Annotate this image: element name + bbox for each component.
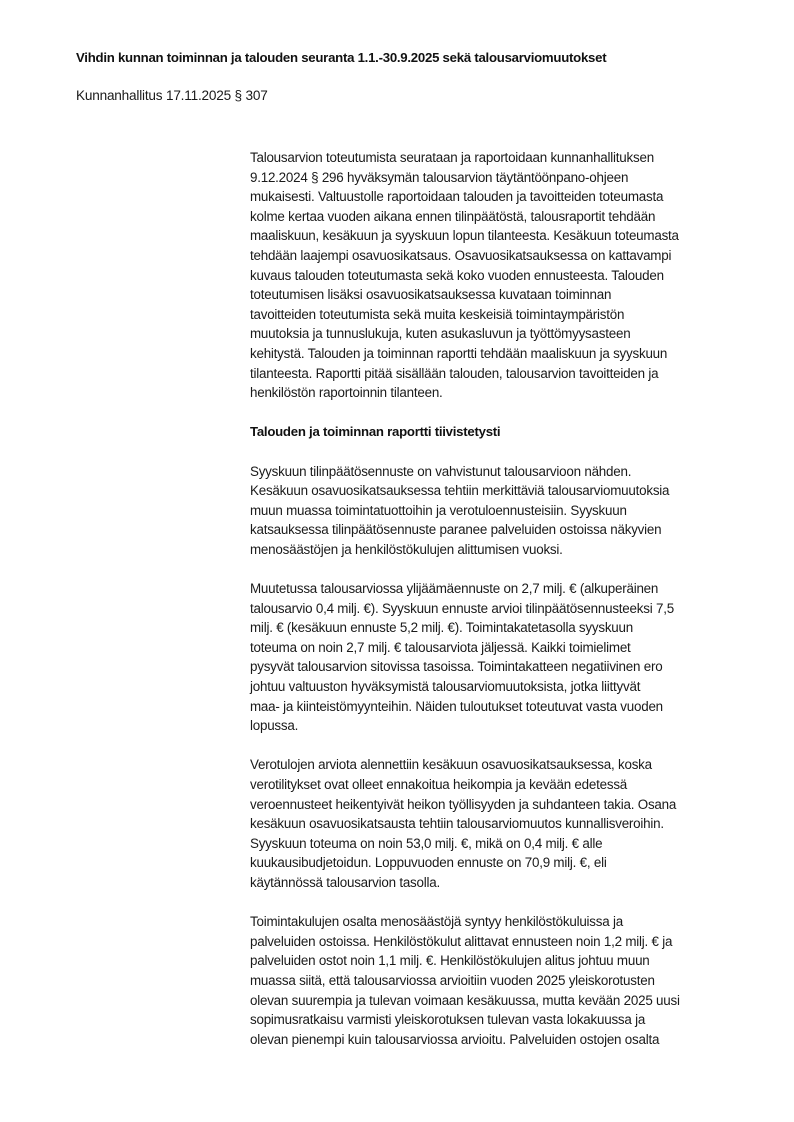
paragraph-operating-costs [250, 912, 750, 1049]
paragraph-surplus-forecast [250, 579, 750, 736]
paragraph-spacer [250, 559, 750, 579]
text-line: palveluiden ostot noin 1,1 milj. €. Henkilöstökulujen alitus johtuu muun [250, 953, 650, 969]
text-line: talousarvio 0,4 milj. €). Syyskuun ennuste arvioi tilinpäätösennusteeksi 7,5 [250, 600, 674, 616]
text-line: käytännössä talousarvion tasolla. [250, 874, 440, 890]
text-line: tehdään laajempi osavuosikatsaus. Osavuosikatsauksessa on kattavampi [250, 247, 672, 263]
text-line: olevan suurempia ja tulevan voimaan kesäkuussa, mutta kevään 2025 uusi [250, 992, 680, 1008]
text-line: Verotulojen arviota alennettiin kesäkuun osavuosikatsauksessa, koska [250, 757, 652, 773]
text-line: katsauksessa tilinpäätösennuste paranee palveluiden ostoissa näkyvien [250, 522, 662, 538]
text-line: Talousarvion toteutumista seurataan ja raportoidaan kunnanhallituksen [250, 150, 654, 165]
text-line: johtuu valtuuston hyväksymistä talousarviomuutoksista, jotka liittyvät [250, 679, 641, 695]
text-line: tilanteesta. Raportti pitää sisällään talouden, talousarvion tavoitteiden ja [250, 365, 659, 381]
text-line: olevan pienempi kuin talousarviossa arvioitu. Palveluiden ostojen osalta [250, 1031, 660, 1047]
text-line: kehitystä. Talouden ja toiminnan raportti tehdään maaliskuun ja syyskuun [250, 345, 668, 361]
paragraph-reporting-procedure [250, 148, 750, 403]
text-line: Muutetussa talousarviossa ylijäämäennuste on 2,7 milj. € (alkuperäinen [250, 581, 659, 597]
paragraph-spacer [250, 893, 750, 913]
text-line: kolme kertaa vuoden aikana ennen tilinpäätöstä, talousraportit tehdään [250, 208, 656, 224]
text-line: muutoksia ja tunnuslukuja, kuten asukasluvun ja työttömyysasteen [250, 326, 631, 342]
text-line: mukaisesti. Valtuustolle raportoidaan talouden ja tavoitteiden toteumasta [250, 189, 664, 205]
text-line: maaliskuun, kesäkuun ja syyskuun lopun tilanteesta. Kesäkuun toteumasta [250, 228, 679, 244]
paragraph-spacer [250, 442, 750, 462]
text-line: Syyskuun tilinpäätösennuste on vahvistunut talousarvioon nähden. [250, 463, 632, 479]
text-line: Syyskuun toteuma on noin 53,0 milj. €, mikä on 0,4 milj. € alle [250, 835, 603, 851]
section-heading-summary: Talouden ja toiminnan raportti tiivistetysti [250, 424, 501, 440]
text-line: kuvaus talouden toteutumasta sekä koko vuoden ennusteesta. Talouden [250, 267, 664, 283]
paragraph-forecast-overview [250, 462, 750, 560]
text-line: sopimusratkaisu varmisti yleiskorotuksen tulevan vasta lokakuussa ja [250, 1012, 646, 1028]
paragraph-spacer [250, 403, 750, 423]
text-line: kuukausibudjetoidun. Loppuvuoden ennuste on 70,9 milj. €, eli [250, 855, 607, 871]
text-line: toteutumisen lisäksi osavuosikatsauksessa kuvataan toiminnan [250, 287, 612, 303]
text-line: veroennusteet heikentyivät heikon työllisyyden ja suhdanteen takia. Osana [250, 796, 677, 812]
text-line: muassa siitä, että talousarviossa arvioitiin vuoden 2025 yleiskorotusten [250, 972, 655, 988]
text-line: henkilöstön raportoinnin tilanteen. [250, 385, 443, 401]
text-line: 9.12.2024 § 296 hyväksymän talousarvion täytäntöönpano-ohjeen [250, 169, 629, 185]
text-line: lopussa. [250, 718, 299, 734]
text-line: pysyvät talousarvion sitovissa tasoissa. Toimintakatteen negatiivinen ero [250, 659, 663, 675]
text-line: milj. € (kesäkuun ennuste 5,2 milj. €). Toimintakatetasolla syyskuun [250, 620, 633, 636]
text-line: Kesäkuun osavuosikatsauksessa tehtiin merkittäviä talousarviomuutoksia [250, 483, 670, 499]
paragraph-tax-revenue [250, 755, 750, 892]
paragraph-spacer [250, 736, 750, 756]
text-line: verotilitykset ovat olleet ennakoitua heikompia ja kevään edetessä [250, 777, 628, 792]
meeting-reference: Kunnanhallitus 17.11.2025 § 307 [76, 88, 268, 103]
text-line: kesäkuun osavuosikatsausta tehtiin talousarviomuutos kunnallisveroihin. [250, 816, 664, 832]
text-line: palveluiden ostoissa. Henkilöstökulut alittavat ennusteen noin 1,2 milj. € ja [250, 933, 673, 949]
text-line: tavoitteiden toteutumista sekä muita keskeisiä toimintaympäristön [250, 306, 625, 322]
text-line: maa- ja kiinteistömyynteihin. Näiden tuloutukset toteutuvat vasta vuoden [250, 698, 663, 714]
text-line: toteuma on noin 2,7 milj. € talousarviota jäljessä. Kaikki toimielimet [250, 639, 631, 655]
document-title: Vihdin kunnan toiminnan ja talouden seuranta 1.1.-30.9.2025 sekä talousarviomuutokset [76, 50, 607, 65]
document-body [250, 148, 750, 1049]
text-line: menosäästöjen ja henkilöstökulujen alittumisen vuoksi. [250, 541, 563, 557]
text-line: Toimintakulujen osalta menosäästöjä syntyy henkilöstökuluissa ja [250, 914, 623, 930]
text-line: muun muassa toimintatuottoihin ja verotuloennusteisiin. Syyskuun [250, 502, 627, 518]
